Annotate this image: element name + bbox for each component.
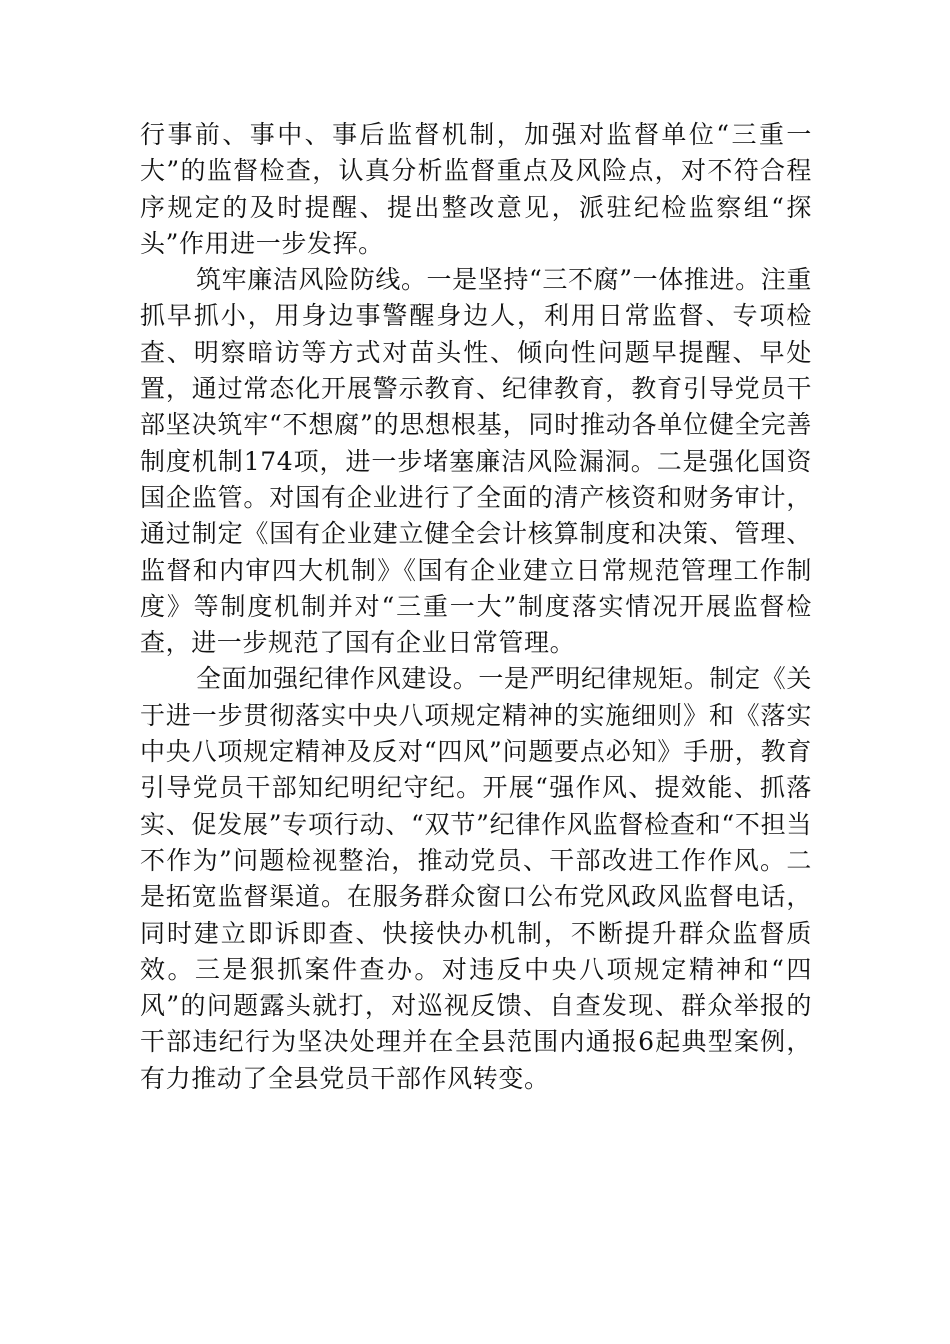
paragraph-discipline-style: 全面加强纪律作风建设。一是严明纪律规矩。制定《关于进一步贯彻落实中央八项规定精神的实施细则》和《落实中央八项规定精神及反对“四风”问题要点必知》手册，教育引导党员干部知纪明纪守纪。开展“强作风、提效能、抓落实、促发展”专项行动、“双节”纪律作风监督检查和“不担当不作为”问题检视整治，推动党员、干部改进工作作风。二是拓宽监督渠道。在服务群众窗口公布党风政风监督电话，同时建立即诉即查、快接快办机制，不断提升群众监督质效。三是狠抓案件查办。对违反中央八项规定精神和“四风”的问题露头就打，对巡视反馈、自查发现、群众举报的干部违纪行为坚决处理并在全县范围内通报6起典型案例，有力推动了全县党员干部作风转变。 [140, 664, 812, 1093]
paragraph-continuation: 行事前、事中、事后监督机制，加强对监督单位“三重一大”的监督检查，认真分析监督重点及风险点，对不符合程序规定的及时提醒、提出整改意见，派驻纪检监察组“探头”作用进一步发挥。 [140, 120, 812, 258]
paragraph-integrity-risk: 筑牢廉洁风险防线。一是坚持“三不腐”一体推进。注重抓早抓小，用身边事警醒身边人，利用日常监督、专项检查、明察暗访等方式对苗头性、倾向性问题早提醒、早处置，通过常态化开展警示教育、纪律教育，教育引导党员干部坚决筑牢“不想腐”的思想根基，同时推动各单位健全完善制度机制174项，进一步堵塞廉洁风险漏洞。二是强化国资国企监管。对国有企业进行了全面的清产核资和财务审计，通过制定《国有企业建立健全会计核算制度和决策、管理、监督和内审四大机制》《国有企业建立日常规范管理工作制度》等制度机制并对“三重一大”制度落实情况开展监督检查，进一步规范了国有企业日常管理。 [140, 265, 812, 658]
document-body [140, 117, 812, 1097]
